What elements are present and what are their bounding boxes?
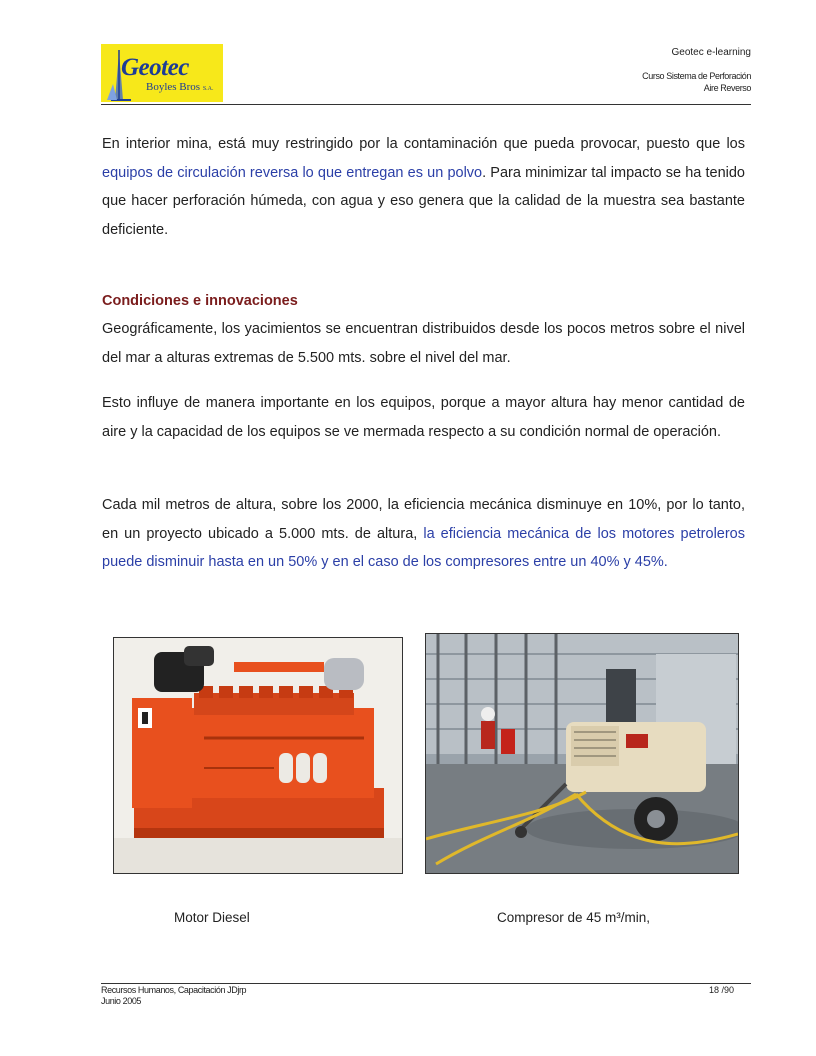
paragraph-3: Esto influye de manera importante en los equipos, porque a mayor altura hay menor cantidad de aire y la capacidad de los equipos se ve mermada respecto a su condición normal de operación. [102,395,745,440]
header-line-1: Geotec e-learning [671,47,751,58]
header-line-3: Aire Reverso [703,83,751,93]
footer-info [101,985,246,1007]
paragraph-1: En interior mina, está muy restringido por la contaminación que pueda provocar, puesto que los equipos de circulación reversa lo que entregan es un polvo. Para minimizar tal impacto se ha tenido que hacer perforación húmeda, con agua y eso genera que la calidad de la muestra sea bastante deficiente. [102,136,746,238]
geotec-logo [101,44,223,102]
diesel-engine-photo [113,637,403,874]
header-info [642,47,751,94]
logo-wordmark: Geotec [121,54,189,81]
caption-motor-diesel: Motor Diesel [174,910,250,925]
highlight-text-2: la eficiencia mecánica de los motores petroleros puede disminuir hasta en un 50% y en el caso de los compresores entre un 40% y 45%. [102,525,745,570]
header-rule [101,104,751,105]
logo-subtitle: Boyles Bros S.A. [146,81,214,93]
footer-line-1: Recursos Humanos, Capacitación JDjrp [101,985,247,995]
footer-line-2: Junio 2005 [101,996,142,1006]
caption-compresor: Compresor de 45 m³/min, [497,910,651,925]
section-heading: Condiciones e innovaciones [102,293,298,309]
highlight-text-1: equipos de circulación reversa lo que entregan es un polvo [102,164,483,181]
header-line-2: Curso Sistema de Perforación [642,71,751,81]
page-number: 18 /90 [708,985,734,995]
paragraph-2: Geográficamente, los yacimientos se encuentran distribuidos desde los pocos metros sobre el nivel del mar a alturas extremas de 5.500 mts. sobre el nivel del mar. [102,321,745,366]
compressor-photo [425,633,739,874]
footer-rule [101,983,751,984]
paragraph-4: Cada mil metros de altura, sobre los 2000, la eficiencia mecánica disminuye en 10%, por lo tanto, en un proyecto ubicado a 5.000 mts. de altura, la eficiencia mecánica de los motores petroleros puede disminuir hasta en un 50% y en el caso de los compresores entre un 40% y 45%. [102,497,745,570]
